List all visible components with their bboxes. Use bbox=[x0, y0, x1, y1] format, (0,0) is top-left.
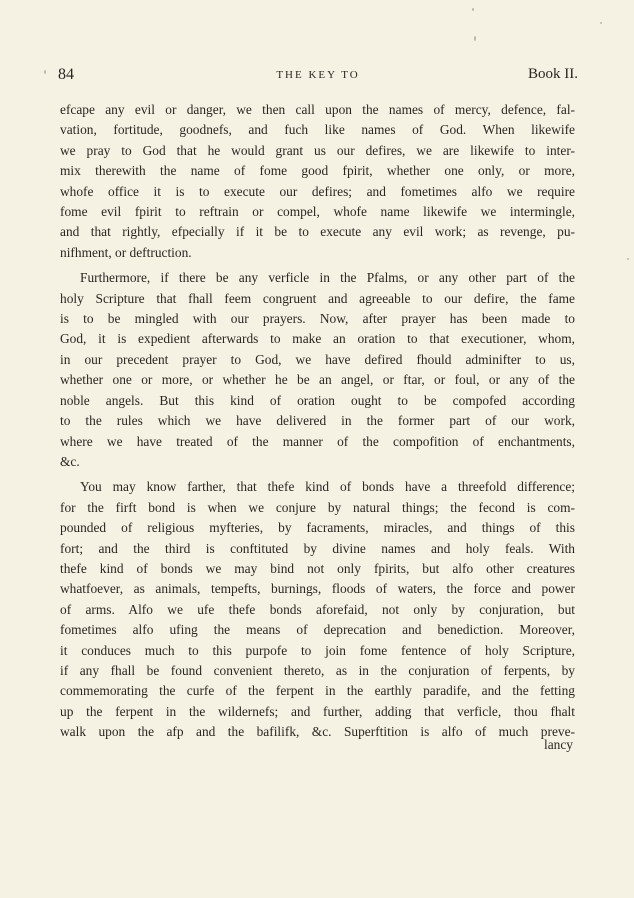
text-line: fort; and the third is conftituted by divine names and holy feals. With bbox=[60, 540, 575, 556]
paper-speck bbox=[44, 70, 46, 74]
text-line: walk upon the afp and the bafilifk, &c. Superftition is alfo of much preve- bbox=[60, 724, 575, 740]
text-line: fome evil fpirit to reftrain or compel, whofe name likewife we intermingle, bbox=[60, 204, 575, 220]
text-line: up the ferpent in the wildernefs; and further, adding that verficle, thou fhalt bbox=[60, 703, 575, 719]
text-line: whether one or more, or whether he be an angel, or ftar, or foul, or any of the bbox=[60, 372, 575, 388]
text-line: You may know farther, that thefe kind of bonds have a threefold difference; bbox=[80, 479, 575, 495]
text-line: is to be mingled with our prayers. Now, after prayer has been made to bbox=[60, 311, 575, 327]
running-title: THE KEY TO bbox=[276, 69, 360, 81]
text-line: &c. bbox=[60, 453, 80, 469]
text-line: where we have treated of the manner of the compofition of enchantments, bbox=[60, 433, 575, 449]
text-line: whofe office it is to execute our defires; and fometimes alfo we require bbox=[60, 183, 575, 199]
paper-speck bbox=[600, 22, 602, 24]
text-line: nifhment, or deftruction. bbox=[60, 244, 192, 260]
book-label: Book II. bbox=[528, 66, 578, 82]
text-line: whatfoever, as animals, tempefts, burnings, floods of waters, the force and power bbox=[60, 581, 575, 597]
text-line: thefe kind of bonds we may bind not only fpirits, but alfo other creatures bbox=[60, 560, 575, 576]
text-line: in our precedent prayer to God, we have defired fhould adminifter to us, bbox=[60, 351, 575, 367]
paragraph bbox=[60, 477, 575, 742]
text-line: holy Scripture that fhall feem congruent and agreeable to our defire, the fame bbox=[60, 290, 575, 306]
text-line: noble angels. But this kind of oration ought to be compofed according bbox=[60, 392, 575, 408]
page-number: 84 bbox=[58, 66, 74, 83]
paper-speck bbox=[627, 258, 629, 260]
text-line: fometimes alfo ufing the means of deprecation and benediction. Moreover, bbox=[60, 622, 575, 638]
paragraph bbox=[60, 268, 575, 472]
text-line: God, it is expedient afterwards to make an oration to that executioner, whom, bbox=[60, 331, 575, 347]
text-line: vation, fortitude, goodnefs, and fuch like names of God. When likewife bbox=[60, 122, 575, 138]
text-line: of arms. Alfo we ufe thefe bonds aforefaid, not only by conjuration, but bbox=[60, 601, 575, 617]
text-line: and that rightly, efpecially if it be to execute any evil work; as revenge, pu- bbox=[60, 224, 575, 240]
text-line: pounded of religious myfteries, by facraments, miracles, and things of this bbox=[60, 520, 575, 536]
paper-speck bbox=[474, 36, 476, 41]
text-line: to the rules which we have delivered in the former part of our work, bbox=[60, 413, 575, 429]
text-line: efcape any evil or danger, we then call upon the names of mercy, defence, fal- bbox=[60, 102, 575, 117]
text-line: it conduces much to this purpofe to join fome fentence of holy Scripture, bbox=[60, 642, 575, 658]
page-header bbox=[58, 66, 578, 88]
paragraph bbox=[60, 100, 575, 263]
text-line: Furthermore, if there be any verficle in the Pfalms, or any other part of the bbox=[80, 270, 575, 286]
text-line: mix therewith the name of fome good fpirit, whether one only, or more, bbox=[60, 163, 575, 179]
body-text bbox=[60, 100, 575, 748]
paper-speck bbox=[472, 8, 474, 11]
text-line: commemorating the curfe of the ferpent in the earthly paradife, and the fetting bbox=[60, 683, 575, 699]
catchword: lancy bbox=[544, 737, 573, 752]
text-line: if any fhall be found convenient thereto, as in the conjuration of ferpents, by bbox=[60, 662, 575, 678]
text-line: for the firft bond is when we conjure by natural things; the fecond is com- bbox=[60, 499, 575, 515]
text-line: we pray to God that he would grant us our defires, we are likewife to inter- bbox=[60, 142, 575, 158]
